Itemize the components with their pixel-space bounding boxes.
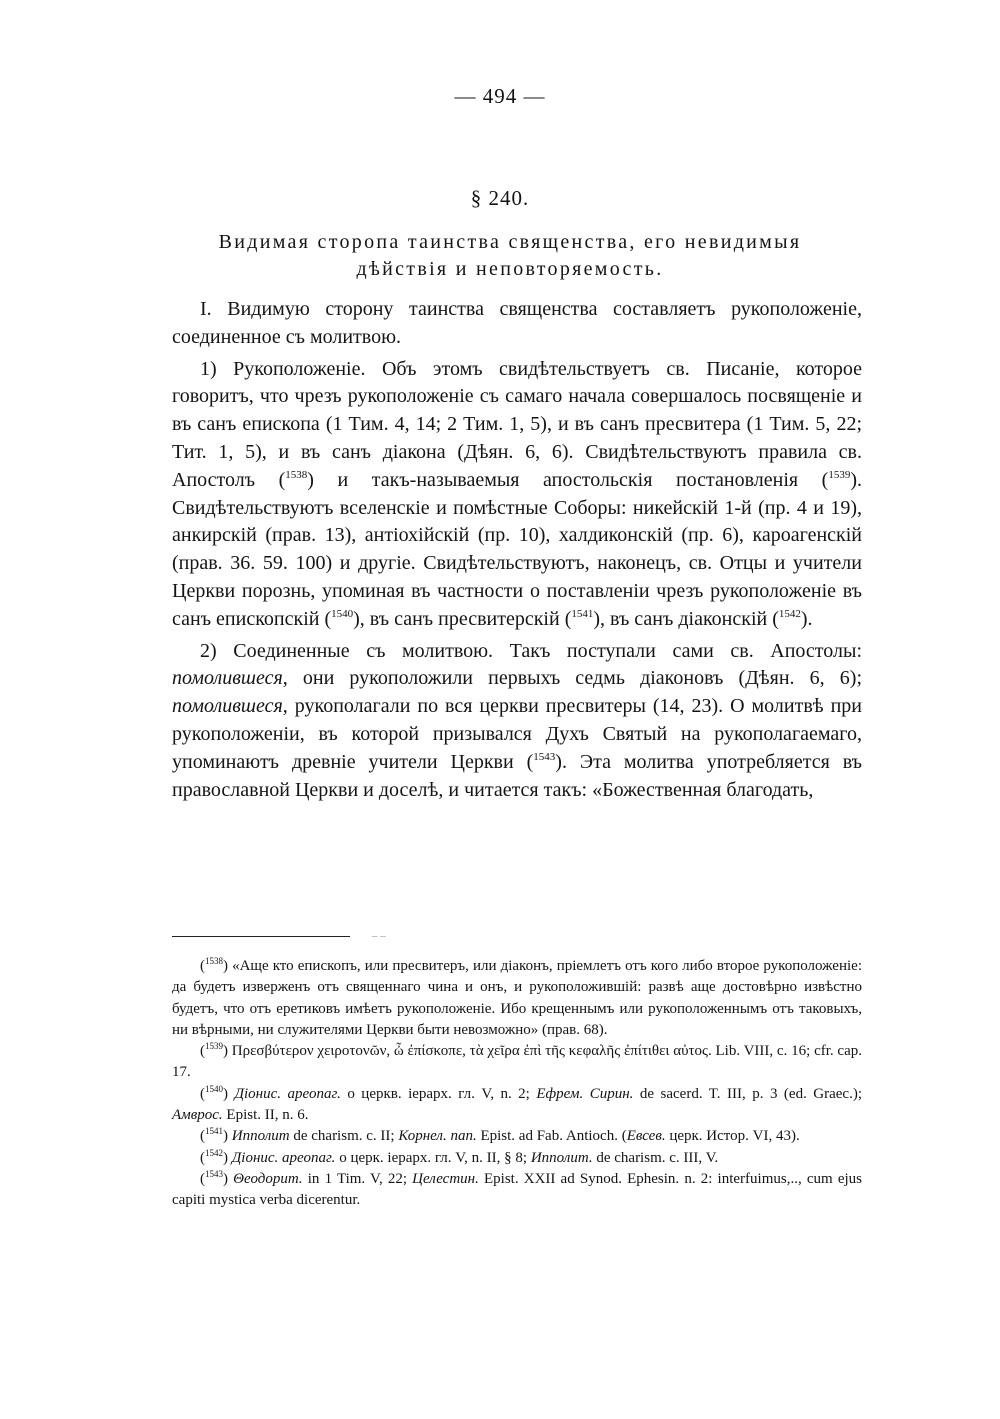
text-run: Epist. XXII ad Synod. Ephesin. n. 2: interfuimus,.., cum ejus capiti mystica verba dicerentur. bbox=[172, 1170, 862, 1209]
text-run: de charism. c. II; bbox=[289, 1128, 399, 1145]
text-run: ). bbox=[800, 607, 813, 630]
italic-run: помолившеся bbox=[172, 695, 283, 718]
footnote-number: 1538 bbox=[205, 956, 223, 966]
footnote-text: Πρεσβύτερον χειροτονῶν, ὦ ἐπίσκοπε, τὰ χεῖρα ἐπὶ τῆς κεφαλῆς ἐπίτιθει αὐτος. Lib. VIII, c. 16; cfr. cap. 17. bbox=[172, 1043, 862, 1081]
italic-run: Ипполит. bbox=[530, 1149, 593, 1166]
italic-run: Діонис. ареопаг. bbox=[234, 1085, 341, 1102]
italic-run: Амврос. bbox=[172, 1107, 223, 1124]
footnote-ref[interactable]: 1539 bbox=[828, 468, 851, 481]
footnote-divider bbox=[172, 936, 350, 937]
text-run: ) и такъ-называемыя апостольскія постановленія ( bbox=[307, 468, 829, 491]
italic-run: Евсев. bbox=[626, 1128, 666, 1145]
section-number: § 240. bbox=[470, 186, 530, 210]
heading-line-2: дѣйствія и неповторяемость. bbox=[356, 258, 664, 280]
text-run: in 1 Tim. V, 22; bbox=[302, 1170, 413, 1187]
page-number: — 494 — bbox=[454, 84, 546, 108]
text-run: ). Свидѣтельствуютъ вселенскіе и помѣстные Соборы: никейскій 1-й (пр. 4 и 19), анкирскій (прав. 13), антіохійскій (пр. 10), халдиконскій (пр. 6), кароагенскій (прав. 36. 59. 100) и другіе. Свидѣтельствуютъ, наконецъ, св. Отцы и учители Церкви порознь, упоминая въ частности о поставленіи чрезъ рукоположеніе въ санъ епископскій ( bbox=[172, 468, 862, 630]
text-run: 2) Соединенные съ молитвою. Такъ поступали сами св. Апостолы: bbox=[200, 639, 862, 662]
main-text bbox=[172, 296, 862, 804]
footnote-ref[interactable]: 1540 bbox=[331, 607, 354, 620]
footnote-number: 1543 bbox=[205, 1168, 223, 1179]
divider-mark: ‒ ‒ bbox=[372, 930, 386, 942]
text-run: de sacerd. T. III, p. 3 (ed. Graec.); bbox=[633, 1085, 862, 1102]
italic-run: Ипполит bbox=[231, 1128, 290, 1145]
text-run: церк. Истор. VI, 43). bbox=[665, 1128, 800, 1145]
footnote-1542: ($^{1542}$) Діонис. ареопаг. о церк. iерарх. гл. V, n. II, § 8; Ипполит. de charism. c. III, V. bbox=[200, 1147, 719, 1166]
footnote-number: 1542 bbox=[205, 1147, 223, 1158]
footnote-1539: ($^{1539}$) Πρεσβύτερον χειροτονῶν, ὦ ἐπίσκοπε, τὰ χεῖρα ἐπὶ τῆς κεφαλῆς ἐπίτιθει αὐτος. Lib. VIII, c. 16; cfr. cap. 17. bbox=[172, 1041, 862, 1081]
italic-run: Діонис. ареопаг. bbox=[231, 1149, 336, 1166]
text-run: 1) Рукоположеніе. Объ этомъ свидѣтельствуетъ св. Писаніе, которое говоритъ, что чрезъ рукоположеніе съ самаго начала совершалось посвященіе и въ санъ епископа (1 Тим. 4, 14; 2 Тим. 1, 5), и въ санъ пресвитера (1 Тим. 5, 22; Тит. 1, 5), и въ санъ діакона (Дѣян. 6, 6). Свидѣтельствуютъ правила св. Апостолъ ( bbox=[172, 357, 862, 491]
footnote-ref[interactable]: 1538 bbox=[285, 468, 308, 481]
text-run: Epist. II, n. 6. bbox=[222, 1107, 309, 1124]
paragraph-3 bbox=[172, 638, 862, 805]
text-run: de charism. c. III, V. bbox=[592, 1149, 719, 1166]
text-run: ). Эта молитва употребляется въ православной Церкви и доселѣ, и читается такъ: «Божественная благодать, bbox=[172, 750, 863, 801]
footnotes bbox=[172, 956, 862, 1212]
text-run: , рукополагали по вся церкви пресвитеры (14, 23). О молитвѣ при рукоположеніи, въ которой призывался Духъ Святый на рукополагаемаго, упоминаютъ древніе учители Церкви ( bbox=[172, 695, 862, 773]
footnote-number: 1539 bbox=[205, 1041, 223, 1052]
heading-line-1: Видимая сторопа таинства священства, его невидимыя bbox=[218, 231, 802, 253]
text-run: о церк. iерарх. гл. V, n. II, § 8; bbox=[335, 1149, 531, 1166]
footnote-1538: ($^{1538}$) «Аще кто епископъ, или пресвитеръ, или діаконъ, пріемлетъ отъ кого либо второе рукоположеніе: да будетъ изверженъ отъ священнаго чина и онъ, и рукоположившій: развѣ аще достовѣрно извѣстно будетъ, что отъ еретиковъ имѣетъ рукоположеніе. Ибо крещеннымъ или рукоположеннымъ отъ таковыхъ, ни вѣрными, ни служителями Церкви быти невозможно» (прав. 68). bbox=[172, 956, 862, 1038]
italic-run: Целестин. bbox=[412, 1170, 479, 1187]
section-heading bbox=[150, 229, 870, 283]
text-run: ), въ санъ діаконскій ( bbox=[593, 607, 779, 630]
footnote-number: 1540 bbox=[205, 1083, 223, 1094]
footnote-text: «Аще кто епископъ, или пресвитеръ, или діаконъ, пріемлетъ отъ кого либо второе рукоположеніе: да будетъ изверженъ отъ священнаго чина и онъ, и рукоположившій: развѣ аще достовѣрно извѣстно будетъ, что отъ еретиковъ имѣетъ рукоположеніе. Ибо крещеннымъ или рукоположеннымъ отъ таковыхъ, ни вѣрными, ни служителями Церкви быти невозможно» (прав. 68). bbox=[172, 958, 862, 1038]
text-run: о церкв. iерарх. гл. V, n. 2; bbox=[340, 1085, 537, 1102]
italic-run: Θеодорит. bbox=[233, 1170, 303, 1187]
footnote-ref[interactable]: 1543 bbox=[533, 750, 556, 763]
footnote-ref[interactable]: 1542 bbox=[778, 607, 801, 620]
text-run: , они рукоположили первыхъ седмь діаконовъ (Дѣян. 6, 6); bbox=[282, 667, 862, 690]
italic-run: помолившеся bbox=[172, 667, 283, 690]
paragraph-2 bbox=[172, 356, 862, 634]
footnote-1540: ($^{1540}$) Діонис. ареопаг. о церкв. iерарх. гл. V, n. 2; Ефрем. Сирин. de sacerd. T. III, p. 3 (ed. Graec.); Амврос. Epist. II, n. 6. bbox=[172, 1083, 862, 1124]
italic-run: Ефрем. Сирин. bbox=[536, 1085, 634, 1102]
footnote-ref[interactable]: 1541 bbox=[571, 607, 594, 620]
text-run: Epist. ad Fab. Antioch. ( bbox=[476, 1128, 627, 1145]
footnote-number: 1541 bbox=[205, 1126, 223, 1137]
footnote-1541: ($^{1541}$) Ипполит de charism. c. II; Корнел. пап. Epist. ad Fab. Antioch. (Евсев. церк. Истор. VI, 43). bbox=[200, 1126, 800, 1145]
text-run: ), въ санъ пресвитерскій ( bbox=[353, 607, 572, 630]
footnote-1543: ($^{1543}$) Θеодорит. in 1 Tim. V, 22; Целестин. Epist. XXII ad Synod. Ephesin. n. 2: interfuimus,.., cum ejus capiti mystica verba dicerentur. bbox=[172, 1168, 862, 1209]
italic-run: Корнел. пап. bbox=[398, 1128, 477, 1145]
paragraph-1: I. Видимую сторону таинства священства составляетъ рукоположеніе, соединенное съ молитвою. bbox=[172, 298, 862, 348]
